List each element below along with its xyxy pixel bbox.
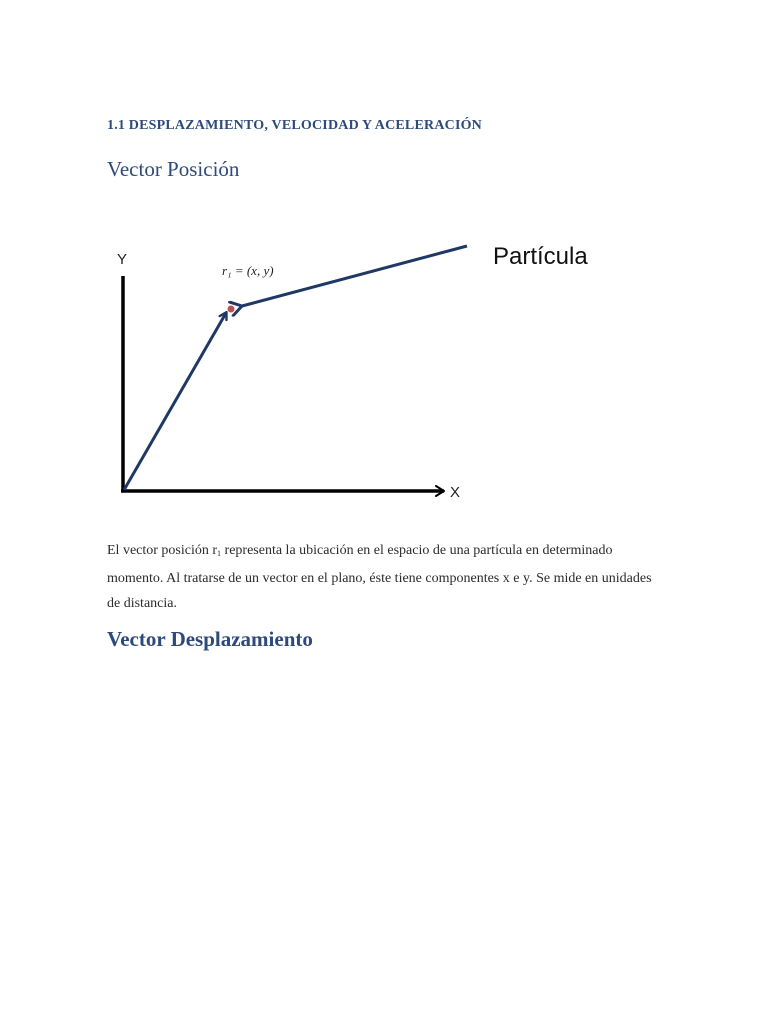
position-vector-figure xyxy=(100,226,640,516)
position-description-paragraph xyxy=(107,538,667,616)
particle-point xyxy=(228,306,235,313)
paragraph-text-end: representa la ubicación en el espacio de una partícula en determinado momento. Al tratarse de un vector en el plano, éste tiene componentes x e y. Se mide en unidades de distancia. xyxy=(107,543,652,611)
vector-r1-label: r₁ = (x, y) xyxy=(222,263,274,278)
particle-pointer-arrow xyxy=(242,246,467,306)
paragraph-text-start: El vector posición r xyxy=(107,543,218,558)
particle-label: Partícula xyxy=(493,243,588,270)
section-heading: 1.1 DESPLAZAMIENTO, VELOCIDAD Y ACELERACIÓN xyxy=(107,118,482,133)
y-axis-label: Y xyxy=(117,251,128,268)
heading-vector-displacement: Vector Desplazamiento xyxy=(107,627,313,651)
position-vector-arrow xyxy=(124,313,226,490)
x-axis-label: X xyxy=(450,484,461,501)
paragraph-subscript: 1 xyxy=(217,549,222,558)
heading-vector-position: Vector Posición xyxy=(107,157,240,181)
